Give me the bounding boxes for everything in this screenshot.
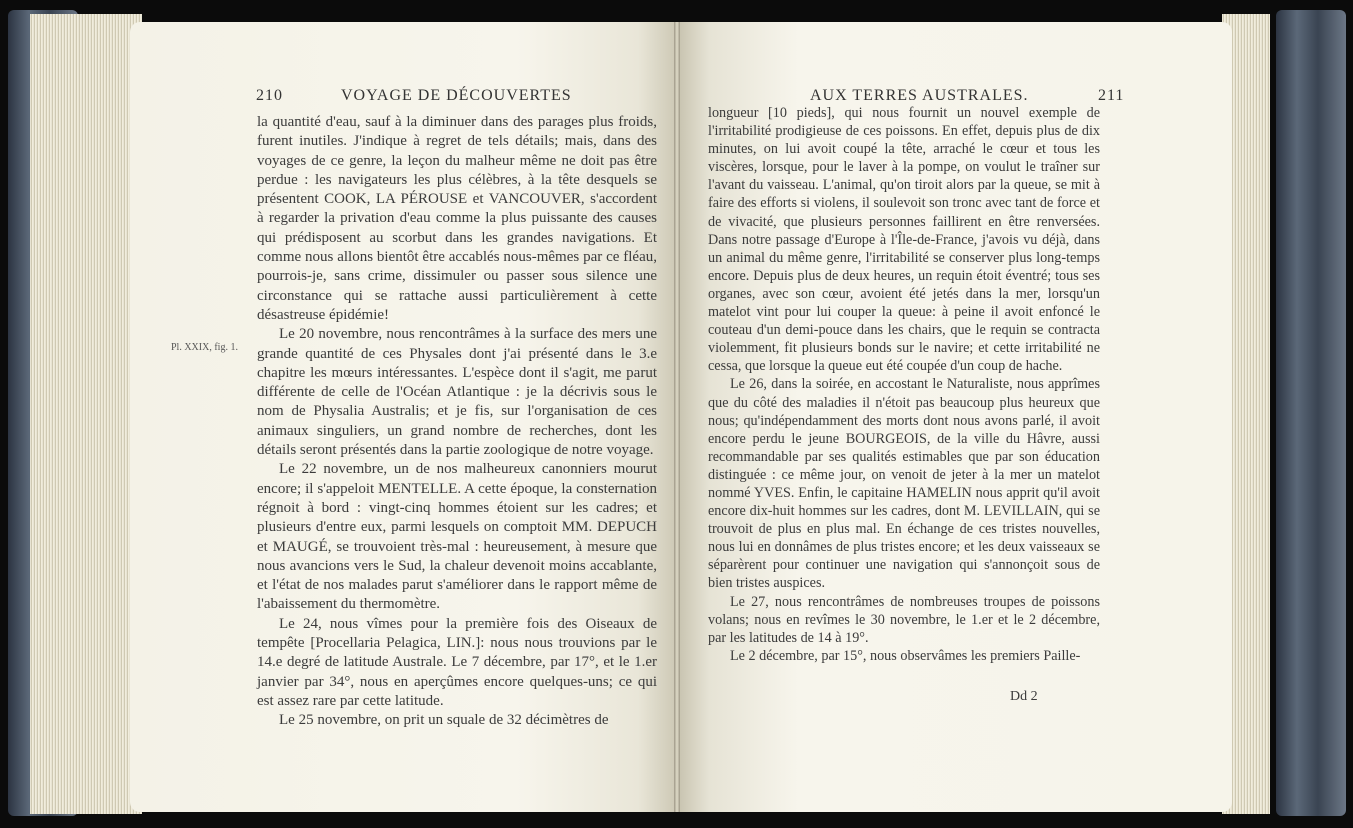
- paragraph: la quantité d'eau, sauf à la diminuer dans des parages plus froids, furent inutiles. J'indique à regret de tels détails; mais, dans des voyages de ce genre, la leçon du malheur même ne doit pas être perdue : les navigateurs les plus célèbres, à la tête desquels se présentent COOK, LA PÉROUSE et VANCOUVER, s'accordent à regarder la privation d'eau comme la plus puissante des causes qui prédisposent au scorbut dans les grandes navigations. Et comme nous allons bientôt être accablés nous-mêmes par ce fléau, pourrois-je, sans crime, dissimuler ou passer sous silence une circonstance qui se rattache aussi particulièrement à cette désastreuse épidémie!: [257, 114, 657, 323]
- left-page-text: [257, 113, 657, 731]
- paragraph: Le 22 novembre, un de nos malheureux canonniers mourut encore; il s'appeloit MENTELLE. A cette époque, la consternation régnoit à bord : vingt-cinq hommes étoient sur les cadres; et plusieurs d'entre eux, parmi lesquels on comptoit MM. DEPUCH et MAUGÉ, se trouvoient très-mal : heureusement, à mesure que nous avancions vers le Sud, la chaleur devenoit moins accablante, et l'état de nos malades parut s'améliorer dans le rapport même de l'abaissement du thermomètre.: [257, 461, 657, 613]
- right-cover: [1276, 10, 1346, 816]
- paragraph: Le 2 décembre, par 15°, nous observâmes les premiers Paille-: [730, 647, 1081, 664]
- left-page-edges: [30, 14, 142, 814]
- paragraph: Le 26, dans la soirée, en accostant le Naturaliste, nous apprîmes que du côté des maladies il n'étoit pas beaucoup plus heureux que nous; qu'indépendamment des morts dont nous avons parlé, il avoit encore perdu le jeune BOURGEOIS, de la ville du Hâvre, aussi recommandable par ses qualités estimables que par son éducation distinguée : ce même jour, on venoit de jeter à la mer un matelot nommé YVES. Enfin, le capitaine HAMELIN nous apprit qu'il avoit encore dix-huit hommes sur les cadres, dont M. LEVILLAIN, qui se trouvoit de plus en plus mal. En échange de ces tristes nouvelles, nous lui en donnâmes de plus tristes encore; et les deux vaisseaux se séparèrent pour continuer une navigation qui s'annonçoit sous de bien tristes auspices.: [708, 376, 1100, 592]
- paragraph: Le 25 novembre, on prit un squale de 32 décimètres de: [279, 712, 609, 729]
- signature-mark: Dd 2: [1010, 689, 1038, 704]
- paragraph: Le 24, nous vîmes pour la première fois des Oiseaux de tempête [Procellaria Pelagica, LIN.]: nous nous trouvions par le 14.e degré de latitude Australe. Le 7 décembre, par 17°, et le 1.er janvier par 34°, nous en aperçûmes encore quelques-uns; ce qui est assez rare par cette latitude.: [257, 615, 657, 709]
- paragraph: Le 27, nous rencontrâmes de nombreuses troupes de poissons volans; nous en revîmes le 30 novembre, le 1.er et le 2 décembre, par les latitudes de 14 à 19°.: [708, 593, 1100, 646]
- paragraph: Le 20 novembre, nous rencontrâmes à la surface des mers une grande quantité de ces Physales dont j'ai présenté dans le 3.e chapitre les mœurs intéressantes. L'espèce dont il s'agit, me parut différente de celle de l'Océan Atlantique : je la décrivis sous le nom de Physalia Australis; et je fis, sur l'organisation de ces animaux singuliers, un grand nombre de recherches, dont les détails seront présentés dans la partie zoologique de notre voyage.: [257, 326, 657, 459]
- left-running-title: VOYAGE DE DÉCOUVERTES: [341, 87, 572, 104]
- right-running-title: AUX TERRES AUSTRALES.: [810, 87, 1029, 104]
- right-page-text: [708, 104, 1100, 665]
- left-page-number: 210: [256, 87, 283, 104]
- paragraph: longueur [10 pieds], qui nous fournit un nouvel exemple de l'irritabilité prodigieuse de ces poissons. En effet, depuis plus de dix minutes, on lui avoit coupé la tête, arraché le cœur et tous les viscères, lorsque, pour le laver à la pompe, on voulut le traîner sur l'avant du vaisseau. L'animal, qu'on tiroit alors par la queue, se mit à faire des efforts si violens, il soulevoit son tronc avec tant de force et de vivacité, que plusieurs personnes faillirent en être renversées. Dans notre passage d'Europe à l'Île-de-France, j'avois vu déjà, dans un animal du même genre, l'irritabilité se conserver plus long-temps encore. Depuis plus de deux heures, un requin étoit éventré; tous ses organes, avec son cœur, avoient été jetés dans la mer, lorsqu'un matelot vint pour lui couper la queue: à peine il avoit enfoncé le couteau d'un demi-pouce dans les chairs, que le requin se contracta violemment, fit plusieurs bonds sur le navire; et cette irritabilité ne cessa, que lorsque la queue eut été coupée d'un coup de hache.: [708, 105, 1100, 375]
- book-gutter: [674, 22, 680, 812]
- plate-margin-note: Pl. XXIX, fig. 1.: [171, 342, 238, 353]
- right-page-number: 211: [1098, 87, 1125, 104]
